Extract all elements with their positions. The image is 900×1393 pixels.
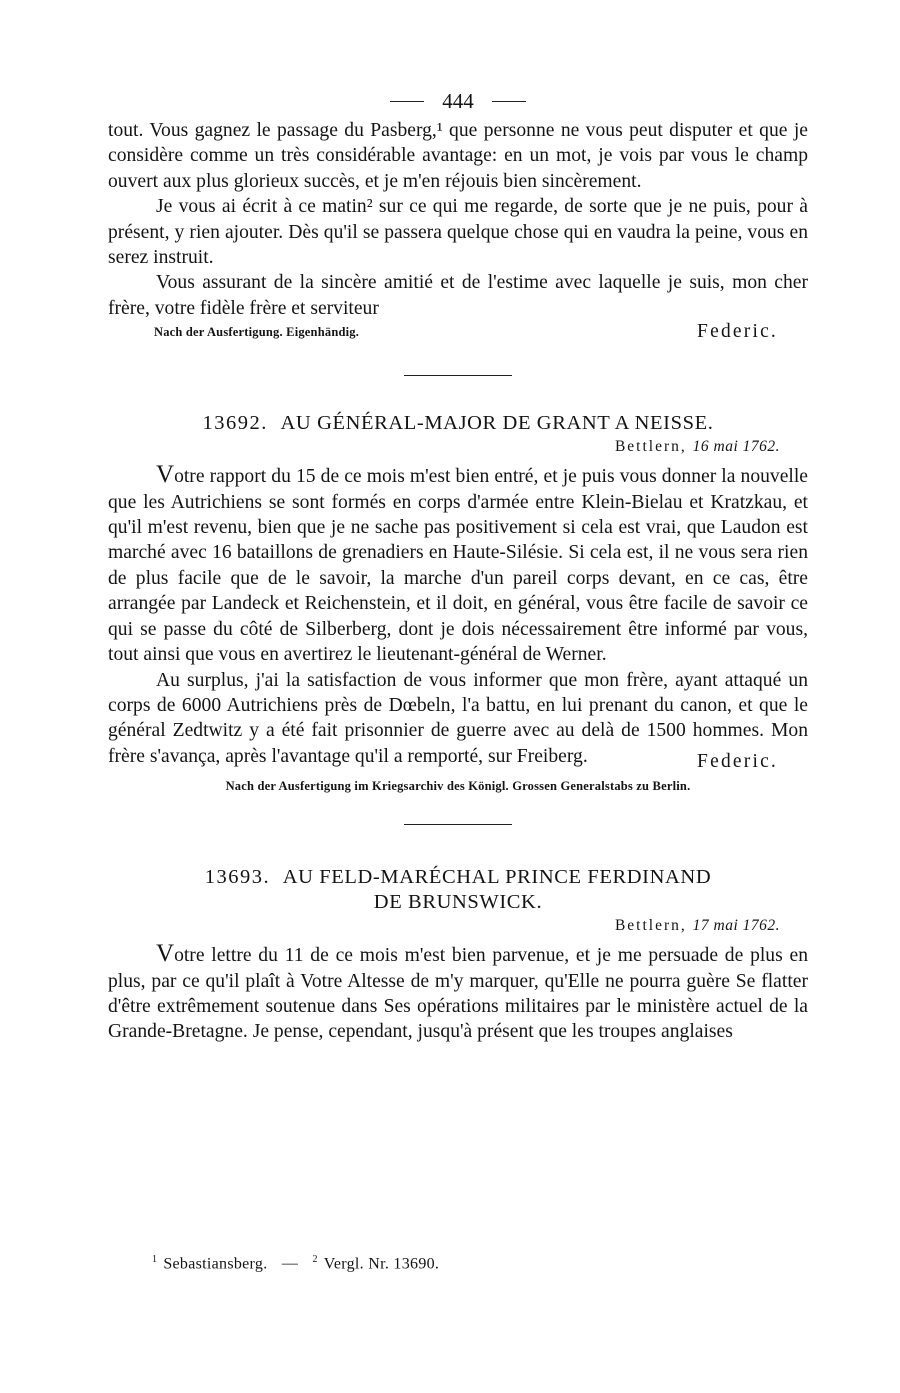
- letter-13691-continuation: [108, 118, 808, 347]
- page-number-dash-left: [390, 101, 424, 102]
- letter-13692: [108, 411, 808, 794]
- footnote-separator: —: [281, 1255, 299, 1273]
- footnote-1-mark: 1: [152, 1254, 158, 1265]
- letter2-source-note: Nach der Ausfertigung im Kriegsarchiv des Königl. Grossen Generalstabs zu Berlin.: [225, 779, 691, 794]
- letter2-place: Bettlern,: [614, 438, 687, 456]
- letter1-paragraph-1: tout. Vous gagnez le passage du Pasberg,¹ que personne ne vous peut disputer et que je considère comme un très considérable avantage: en un mot, je vois par vous le champ ouvert aux plus glorieux succès, et je m'en réjouis bien sincèrement.: [108, 120, 808, 192]
- document-page: [108, 84, 808, 1045]
- letter2-title: AU GÉNÉRAL-MAJOR DE GRANT A NEISSE.: [280, 412, 714, 435]
- letter-13693: [108, 865, 808, 1045]
- letter3-place: Bettlern,: [614, 917, 687, 935]
- letter1-signature: Federic.: [697, 321, 778, 343]
- page-number-dash-right: [492, 101, 526, 102]
- page-number: [108, 84, 808, 118]
- letter2-paragraph-1: Votre rapport du 15 de ce mois m'est bien entré, et je puis vous donner la nouvelle que les Autrichiens se sont formés en corps d'armée entre Klein-Bielau et Kratzkau, et qu'il m'est revenu, bien que je ne sache pas positivement si cela est vrai, que Laudon est marché avec 16 bataillons de grenadiers en Haute-Silésie. Si cela est, il ne vous sera rien de plus facile que de le savoir, la marche d'un pareil corps devant, en ce cas, être arrangée par Landeck et Reichenstein, et il doit, en général, vous être facile de savoir ce qui se passe du côté de Silberberg, dont je dois nécessairement être informé par vous, tout ainsi que vous en avertirez le lieutenant-général de Werner.: [108, 461, 808, 666]
- letter2-signature: Federic.: [697, 751, 778, 773]
- letter2-paragraph-2: Au surplus, j'ai la satisfaction de vous informer que mon frère, ayant attaqué un corps de 6000 Autrichiens près de Dœbeln, l'a battu, en lui prenant du canon, et que le général Zedtwitz y a été fait prisonnier de guerre avec au delà de 1500 hommes. Mon frère s'avança, après l'avantage qu'il a remporté, sur Freiberg.: [108, 669, 808, 767]
- letter3-date: 17 mai 1762.: [692, 917, 780, 935]
- letter3-number: 13693.: [204, 866, 271, 889]
- letter2-dateline: [108, 436, 808, 458]
- footnote-2-text: Vergl. Nr. 13690.: [323, 1255, 440, 1273]
- letter1-source-note: Nach der Ausfertigung. Eigenhändig.: [154, 325, 360, 340]
- letter3-title-line2: DE BRUNSWICK.: [373, 891, 543, 914]
- page-number-text: 444: [442, 89, 474, 113]
- letter3-heading: [108, 865, 808, 915]
- letter1-paragraph-2: Je vous ai écrit à ce matin² sur ce qui me regarde, de sorte que je ne puis, pour à présent, y rien ajouter. Dès qu'il se passera quelque chose qui en vaudra la peine, vous en serez instruit.: [108, 196, 808, 269]
- letter1-closing: [108, 321, 808, 347]
- letter3-dateline: [108, 915, 808, 937]
- letter3-title-line1: AU FELD-MARÉCHAL PRINCE FERDINAND: [282, 866, 712, 889]
- letter3-paragraph-1: Votre lettre du 11 de ce mois m'est bien parvenue, et je me persuade de plus en plus, par ce qu'il plaît à Votre Altesse de m'y marquer, qu'Elle ne pourra guère Se flatter d'être extrêmement soutenue dans Ses opérations militaires par le ministère actuel de la Grande-Bretagne. Je pense, cependant, jusqu'à présent que les troupes anglaises: [108, 940, 808, 1043]
- footnotes: [152, 1254, 439, 1273]
- letter2-date: 16 mai 1762.: [692, 438, 780, 456]
- letter2-heading: [108, 411, 808, 436]
- letter2-number: 13692.: [202, 412, 268, 435]
- letter1-paragraph-3: Vous assurant de la sincère amitié et de l'estime avec laquelle je suis, mon cher frère, votre fidèle frère et serviteur: [108, 272, 808, 319]
- footnote-2-mark: 2: [312, 1254, 318, 1265]
- footnote-1-text: Sebastiansberg.: [163, 1255, 268, 1273]
